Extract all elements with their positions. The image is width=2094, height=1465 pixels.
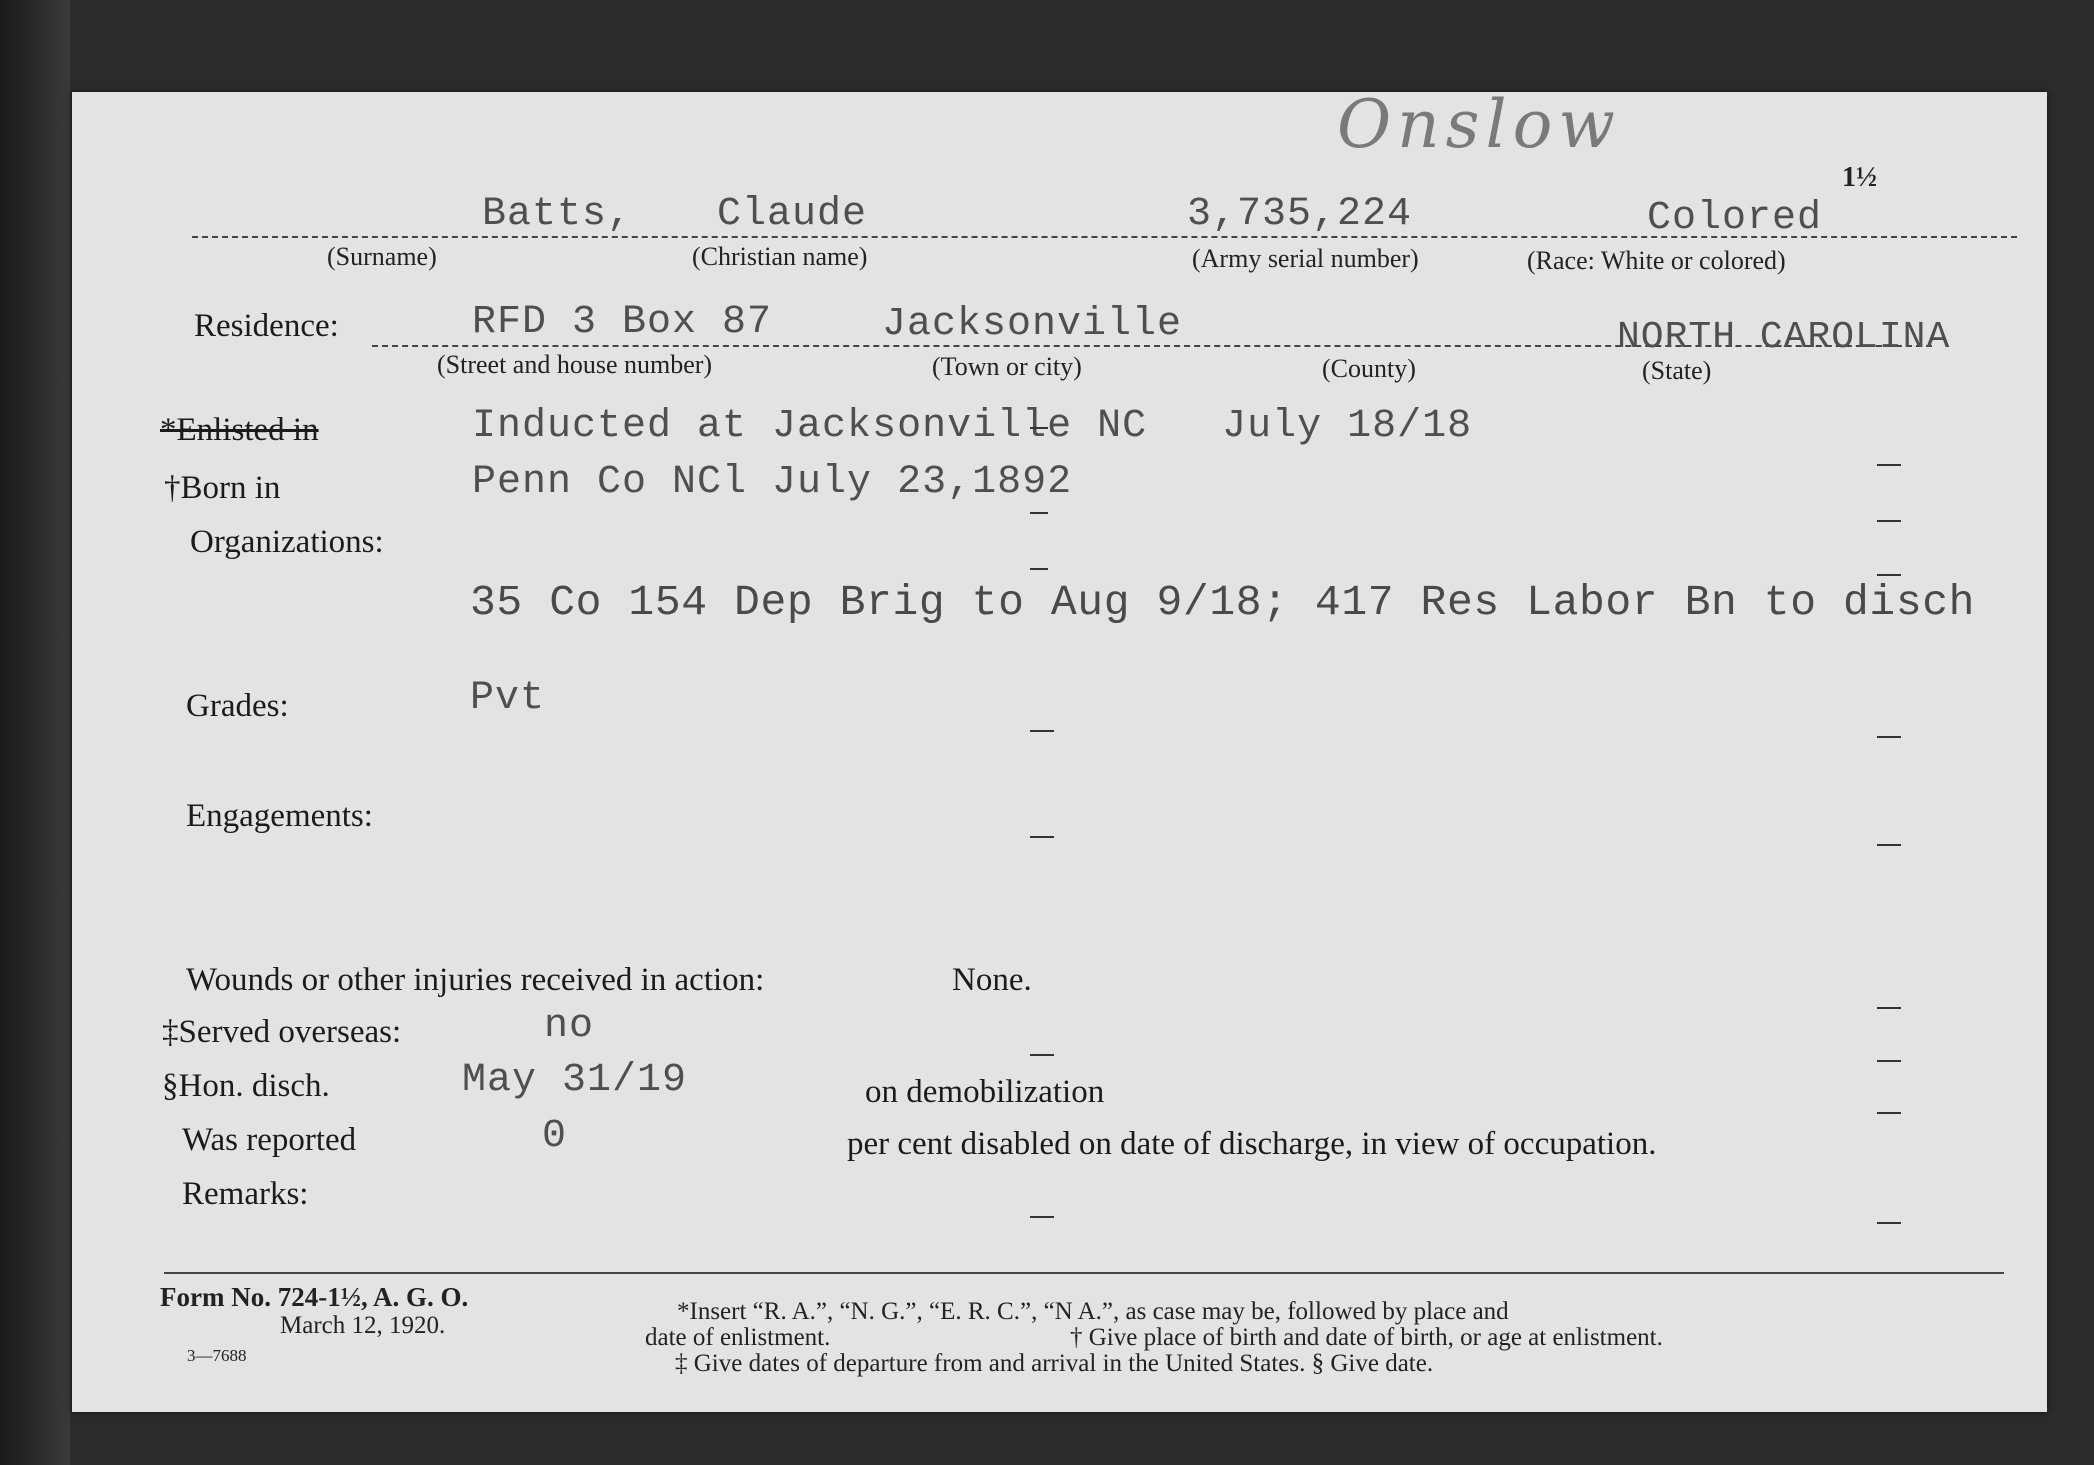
footnote-line-2b: † Give place of birth and date of birth, or age at enlistment. bbox=[1070, 1324, 1663, 1351]
reported-label: Was reported bbox=[182, 1122, 357, 1158]
tick-mark bbox=[1877, 574, 1901, 576]
tick-mark bbox=[1030, 1054, 1054, 1056]
serial-number-value: 3,735,224 bbox=[1187, 192, 1413, 237]
reported-value: 0 bbox=[542, 1114, 568, 1159]
handwritten-county: Onslow bbox=[1337, 86, 1621, 163]
form-number: Form No. 724-1½, A. G. O. bbox=[160, 1282, 469, 1312]
grades-value: Pvt bbox=[470, 676, 546, 721]
county-label: (County) bbox=[1322, 354, 1416, 383]
tick-mark bbox=[1877, 844, 1901, 846]
footer-divider bbox=[164, 1272, 2004, 1274]
print-code: 3—7688 bbox=[187, 1346, 247, 1365]
tick-mark bbox=[1030, 836, 1054, 838]
reported-suffix: per cent disabled on date of discharge, in view of occupation. bbox=[847, 1126, 1657, 1162]
tick-mark bbox=[1030, 730, 1054, 732]
enlisted-label: *Enlisted in bbox=[160, 412, 319, 448]
hon-disch-suffix: on demobilization bbox=[865, 1074, 1105, 1110]
state-label: (State) bbox=[1642, 356, 1712, 385]
overseas-label: ‡Served overseas: bbox=[162, 1014, 402, 1050]
street-value: RFD 3 Box 87 bbox=[472, 300, 773, 345]
footnote-line-2a: date of enlistment. bbox=[645, 1324, 831, 1351]
tick-mark bbox=[1030, 1216, 1054, 1218]
corner-mark: 1½ bbox=[1842, 162, 1877, 193]
tick-mark bbox=[1877, 736, 1901, 738]
tick-mark bbox=[1877, 1060, 1901, 1062]
tick-mark bbox=[1877, 520, 1901, 522]
christian-name-label: (Christian name) bbox=[692, 242, 868, 271]
tick-mark bbox=[1877, 1222, 1901, 1224]
tick-mark bbox=[1030, 512, 1048, 514]
enlisted-value: Inducted at Jacksonville NC July 18/18 bbox=[472, 404, 1473, 449]
tick-mark bbox=[1877, 1007, 1901, 1009]
organizations-value: 35 Co 154 Dep Brig to Aug 9/18; 417 Res Labor Bn to disch bbox=[470, 578, 1976, 627]
serial-number-label: (Army serial number) bbox=[1192, 244, 1419, 273]
remarks-label: Remarks: bbox=[182, 1176, 309, 1212]
surname-value: Batts, bbox=[482, 192, 633, 237]
tick-mark bbox=[1030, 568, 1048, 570]
grades-label: Grades: bbox=[186, 688, 289, 724]
tick-mark bbox=[1877, 1112, 1901, 1114]
town-value: Jacksonville bbox=[882, 302, 1183, 347]
street-label: (Street and house number) bbox=[437, 350, 713, 379]
hon-disch-label: §Hon. disch. bbox=[162, 1068, 330, 1104]
hon-disch-value: May 31/19 bbox=[462, 1058, 688, 1103]
engagements-label: Engagements: bbox=[186, 798, 373, 834]
race-label: (Race: White or colored) bbox=[1527, 246, 1786, 275]
residence-label: Residence: bbox=[194, 308, 339, 344]
scan-background-edge bbox=[0, 0, 70, 1465]
tick-mark bbox=[1877, 464, 1901, 466]
form-date: March 12, 1920. bbox=[280, 1312, 446, 1339]
state-value: NORTH CAROLINA bbox=[1617, 316, 1951, 359]
wounds-value: None. bbox=[952, 962, 1032, 998]
surname-label: (Surname) bbox=[327, 242, 437, 271]
born-value: Penn Co NCl July 23,1892 bbox=[472, 460, 1073, 505]
service-record-card bbox=[72, 86, 2047, 1412]
organizations-label: Organizations: bbox=[190, 524, 384, 560]
footnote-line-3: ‡ Give dates of departure from and arrival in the United States. § Give date. bbox=[675, 1350, 1434, 1377]
wounds-label: Wounds or other injuries received in action: bbox=[186, 962, 765, 998]
born-label: †Born in bbox=[164, 470, 281, 506]
town-label: (Town or city) bbox=[932, 352, 1082, 381]
tick-mark bbox=[1030, 427, 1048, 429]
overseas-value: no bbox=[544, 1004, 595, 1049]
race-value: Colored bbox=[1647, 196, 1823, 241]
footnote-line-1: *Insert “R. A.”, “N. G.”, “E. R. C.”, “N A.”, as case may be, followed by place and bbox=[677, 1298, 1509, 1325]
christian-name-value: Claude bbox=[717, 192, 868, 237]
